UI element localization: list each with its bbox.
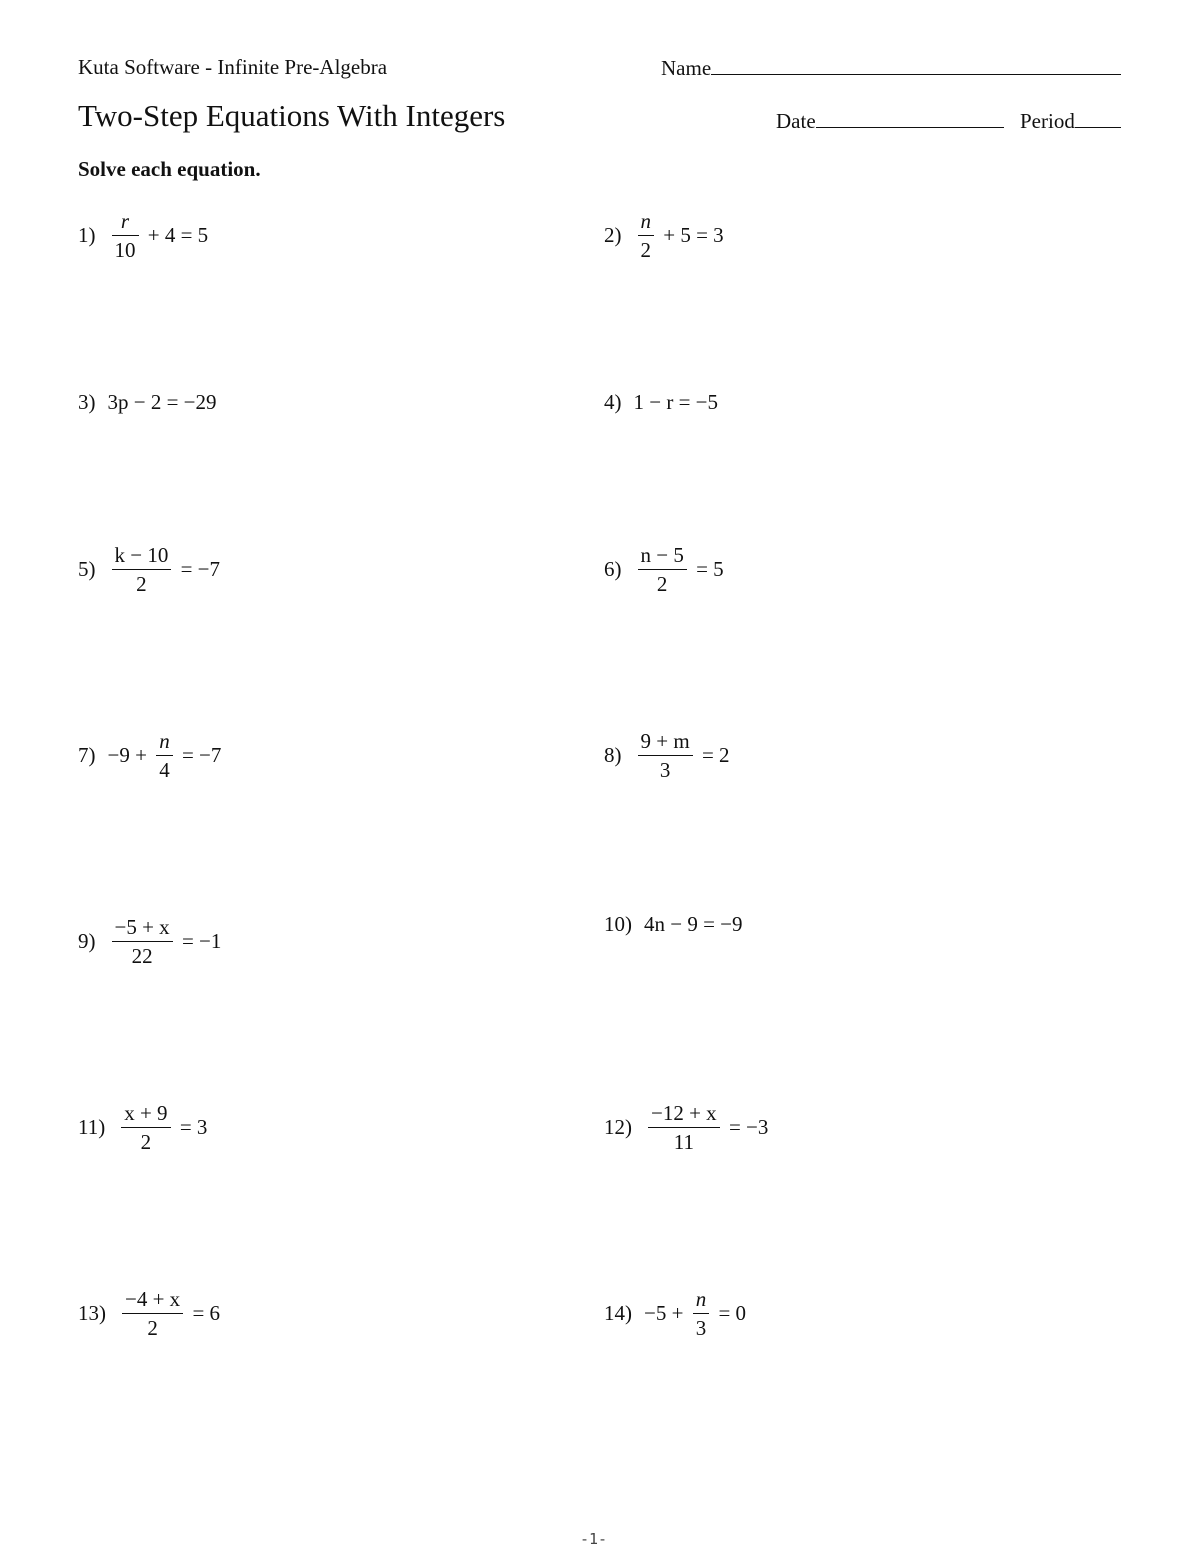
problem-number: 2)	[604, 223, 622, 247]
denominator: 2	[147, 1316, 158, 1340]
denominator: 11	[673, 1130, 694, 1154]
denominator: 3	[659, 758, 671, 782]
problem-number: 14)	[604, 1301, 632, 1325]
problem-number: 8)	[604, 743, 622, 767]
problem-number: 3)	[78, 390, 96, 414]
date-label: Date	[776, 109, 816, 133]
problem-10	[604, 912, 743, 937]
equation-rhs: = 3	[174, 1115, 208, 1139]
name-label: Name	[661, 56, 712, 80]
equation-rhs: = 2	[696, 743, 730, 767]
numerator: −12 + x	[651, 1101, 717, 1125]
equation-rhs: = 6	[187, 1301, 221, 1325]
denominator: 10	[114, 238, 136, 262]
fraction	[112, 914, 173, 969]
numerator: 9 + m	[640, 729, 690, 753]
problem-13	[78, 1286, 220, 1341]
equation-rhs: = 0	[713, 1301, 747, 1325]
problem-4	[604, 390, 718, 415]
problem-number: 13)	[78, 1301, 106, 1325]
numerator: n	[640, 209, 651, 233]
instructions: Solve each equation.	[78, 157, 261, 181]
fraction	[112, 208, 139, 263]
fraction	[156, 728, 173, 783]
problem-number: 4)	[604, 390, 622, 414]
problem-5	[78, 542, 220, 597]
denominator: 2	[140, 1130, 152, 1154]
problem-number: 7)	[78, 743, 96, 767]
date-blank-line[interactable]	[816, 108, 1004, 128]
problem-number: 10)	[604, 912, 632, 936]
problem-number: 9)	[78, 929, 96, 953]
fraction	[638, 542, 687, 597]
period-field[interactable]	[1020, 108, 1121, 134]
name-blank-line[interactable]	[711, 55, 1121, 75]
fraction	[693, 1286, 710, 1341]
denominator: 2	[656, 572, 668, 596]
worksheet-title: Two-Step Equations With Integers	[78, 98, 506, 133]
numerator: n	[159, 729, 170, 753]
fraction	[638, 208, 655, 263]
problem-number: 11)	[78, 1115, 106, 1139]
problem-3	[78, 390, 217, 415]
problem-9	[78, 914, 221, 969]
denominator: 3	[695, 1316, 707, 1340]
numerator: n	[695, 1287, 707, 1311]
publisher-label: Kuta Software - Infinite Pre-Algebra	[78, 55, 388, 79]
problem-number: 12)	[604, 1115, 632, 1139]
problem-1	[78, 208, 208, 263]
numerator: r	[120, 209, 130, 233]
problem-12	[604, 1100, 768, 1155]
problem-14	[604, 1286, 746, 1341]
denominator: 2	[136, 572, 147, 596]
numerator: −4 + x	[125, 1287, 181, 1311]
equation-rhs: + 5 = 3	[658, 223, 724, 247]
problem-8	[604, 728, 730, 783]
equation-rhs: = −7	[175, 557, 221, 581]
period-label: Period	[1020, 109, 1075, 133]
denominator: 4	[159, 758, 170, 782]
problem-number: 6)	[604, 557, 622, 581]
denominator: 22	[131, 944, 153, 968]
fraction	[648, 1100, 720, 1155]
equation-rhs: = −3	[723, 1115, 769, 1139]
fraction	[638, 728, 693, 783]
numerator: k − 10	[114, 543, 169, 567]
fraction	[122, 1286, 183, 1341]
equation-text: 3p − 2 = −29	[107, 390, 217, 414]
numerator: x + 9	[124, 1101, 168, 1125]
date-field[interactable]	[776, 108, 1004, 134]
numerator: n − 5	[640, 543, 684, 567]
denominator: 2	[640, 238, 651, 262]
problem-number: 5)	[78, 557, 96, 581]
problem-11	[78, 1100, 207, 1155]
equation-text: 4n − 9 = −9	[644, 912, 743, 936]
problem-2	[604, 208, 724, 263]
numerator: −5 + x	[114, 915, 170, 939]
equation-lhs: −9 +	[107, 743, 153, 767]
problem-7	[78, 728, 221, 783]
problem-6	[604, 542, 724, 597]
fraction	[112, 542, 172, 597]
equation-rhs: = −7	[176, 743, 222, 767]
page-number: -1-	[580, 1530, 608, 1548]
equation-lhs: −5 +	[644, 1301, 689, 1325]
equation-text: 1 − r = −5	[633, 390, 719, 414]
equation-rhs: + 4 = 5	[142, 223, 209, 247]
equation-rhs: = 5	[690, 557, 724, 581]
equation-rhs: = −1	[176, 929, 222, 953]
problem-number: 1)	[78, 223, 96, 247]
name-field[interactable]	[661, 55, 1121, 81]
fraction	[121, 1100, 170, 1155]
period-blank-line[interactable]	[1075, 108, 1121, 128]
